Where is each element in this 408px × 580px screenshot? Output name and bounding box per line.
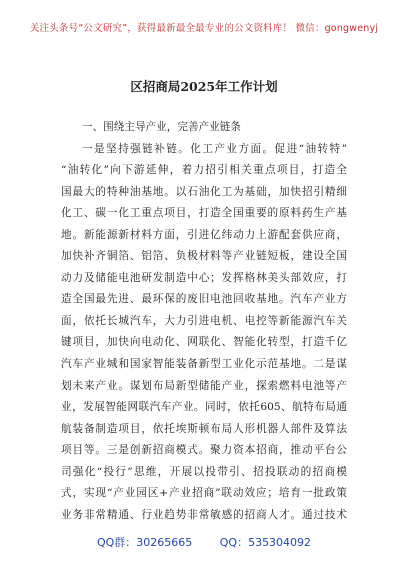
body-line: “油转化”向下游延伸，着力招引相关重点项目，打造全: [61, 164, 347, 177]
section-heading: 一、围绕主导产业，完善产业链条: [82, 121, 241, 133]
body-line: 一是坚持强链补链。化工产业方面。促进“油转特”: [82, 142, 347, 155]
body-line: 航装备制造项目，依托埃斯顿布局人形机器人部件及算法: [61, 422, 347, 435]
body-line: 地。新能源新材料方面，引进亿纬动力上游配套供应商，: [61, 228, 347, 241]
qq-group-number: QQ群：30265665: [96, 536, 193, 549]
body-line: 动力及储能电池研发制造中心；发挥格林美头部效应，打: [61, 271, 347, 284]
body-line: 加快补齐铜箔、铝箔、负极材料等产业链短板，建设全国: [61, 250, 347, 263]
body-line: 业，发展智能网联汽车产业。同时，依托605、航特布局通: [61, 401, 347, 414]
document-body: [61, 117, 347, 526]
body-line: 式，实现“产业园区+产业招商”联动效应；培育一批政策: [61, 487, 347, 500]
body-line: 汽车产业城和国家智能装备新型工业化示范基地。二是谋: [61, 358, 347, 371]
body-line: 项目等。三是创新招商模式。聚力资本招商，推动平台公: [61, 444, 347, 457]
body-line: 国最大的特种油基地。以石油化工为基础，加快招引精细: [61, 185, 347, 198]
contact-footer: [0, 534, 408, 550]
qq-number: QQ：535304092: [219, 536, 312, 549]
body-line: 司强化“投行”思维，开展以投带引、招投联动的招商模: [61, 465, 347, 478]
body-line: 业务非常精通、行业趋势非常敏感的招商人才。通过技术: [61, 508, 347, 521]
body-line: 化工、碳一化工重点项目，打造全国重要的原料药生产基: [61, 207, 347, 220]
body-line: 划未来产业。谋划布局新型储能产业，探索燃料电池等产: [61, 379, 347, 392]
body-line: 造全国最先进、最环保的废旧电池回收基地。汽车产业方: [61, 293, 347, 306]
document-title: 区招商局2025年工作计划: [130, 79, 278, 94]
body-line: 键项目，加快向电动化、网联化、智能化转型，打造千亿: [61, 336, 347, 349]
promo-banner: 关注头条号“公文研究”，获得最新最全最专业的公文资料库！ 微信：gongwenyj: [29, 23, 379, 34]
body-line: 面，依托长城汽车，大力引进电机、电控等新能源汽车关: [61, 314, 347, 327]
